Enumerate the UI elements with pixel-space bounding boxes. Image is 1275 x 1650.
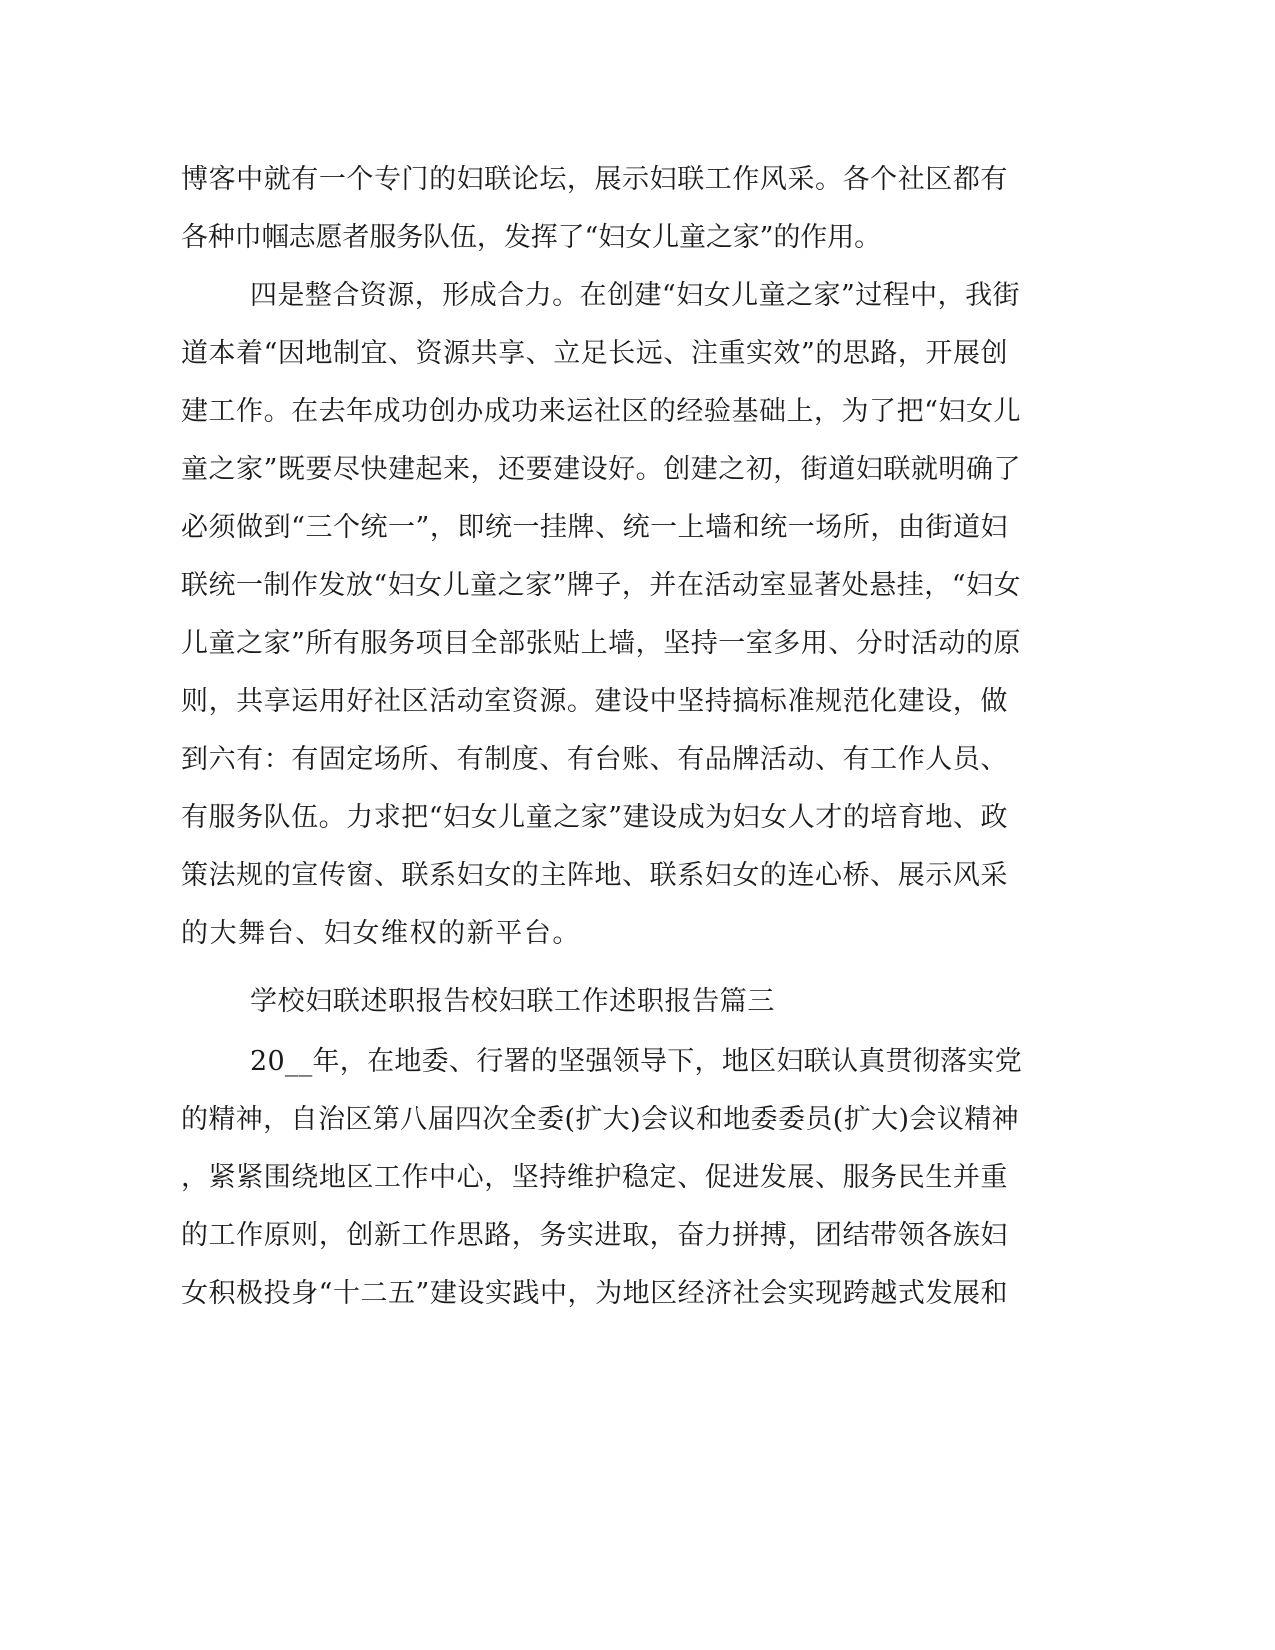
line-text: 的大舞台、妇女维权的新平台。 — [181, 918, 581, 949]
line-text: 各种巾帼志愿者服务队伍，发挥了“妇女儿童之家”的作用。 — [181, 222, 881, 253]
line-text: 道本着“因地制宜、资源共享、立足长远、注重实效”的思路，开展创 — [181, 338, 1008, 369]
line-text: 童之家”既要尽快建起来，还要建设好。创建之初，街道妇联就明确了 — [181, 454, 1021, 485]
line-text: 女积极投身“十二五”建设实践中，为地区经济社会实现跨越式发展和 — [181, 1278, 1008, 1309]
text-line — [0, 564, 1275, 608]
line-text: 四是整合资源，形成合力。在创建“妇女儿童之家”过程中，我街 — [250, 280, 1020, 311]
line-text: 博客中就有一个专门的妇联论坛，展示妇联工作风采。各个社区都有 — [181, 164, 1008, 195]
text-line — [0, 274, 1275, 318]
text-line — [0, 1156, 1275, 1200]
text-line — [0, 1214, 1275, 1258]
text-line — [0, 158, 1275, 202]
heading-text: 学校妇联述职报告校妇联工作述职报告篇三 — [250, 986, 775, 1017]
text-line — [0, 796, 1275, 840]
line-text: 有服务队伍。力求把“妇女儿童之家”建设成为妇女人才的培育地、政 — [181, 802, 1008, 833]
text-line — [0, 1040, 1275, 1084]
line-text: 20__年，在地委、行署的坚强领导下，地区妇联认真贯彻落实党 — [250, 1046, 1022, 1077]
text-line — [0, 738, 1275, 782]
line-text: 的精神，自治区第八届四次全委(扩大)会议和地委委员(扩大)会议精神 — [181, 1104, 1019, 1135]
line-text: 策法规的宣传窗、联系妇女的主阵地、联系妇女的连心桥、展示风采 — [181, 860, 1008, 891]
text-line — [0, 1098, 1275, 1142]
line-text: 必须做到“三个统一”，即统一挂牌、统一上墙和统一场所，由街道妇 — [181, 512, 1008, 543]
line-text: 的工作原则，创新工作思路，务实进取，奋力拼搏，团结带领各族妇 — [181, 1220, 1008, 1251]
line-text: 则，共享运用好社区活动室资源。建设中坚持搞标准规范化建设，做 — [181, 686, 1008, 717]
section-heading — [0, 980, 1275, 1024]
line-text: 儿童之家”所有服务项目全部张贴上墙，坚持一室多用、分时活动的原 — [181, 628, 1021, 659]
line-text: 联统一制作发放“妇女儿童之家”牌子，并在活动室显著处悬挂，“妇女 — [181, 570, 1021, 601]
text-line — [0, 1272, 1275, 1316]
text-line — [0, 854, 1275, 898]
line-text: ，紧紧围绕地区工作中心，坚持维护稳定、促进发展、服务民生并重 — [181, 1162, 1008, 1193]
text-line — [0, 680, 1275, 724]
text-line — [0, 506, 1275, 550]
text-line — [0, 332, 1275, 376]
text-line — [0, 216, 1275, 260]
text-line — [0, 390, 1275, 434]
text-line — [0, 912, 1275, 956]
text-line — [0, 622, 1275, 666]
line-text: 到六有：有固定场所、有制度、有台账、有品牌活动、有工作人员、 — [181, 744, 1008, 775]
line-text: 建工作。在去年成功创办成功来运社区的经验基础上，为了把“妇女儿 — [181, 396, 1021, 427]
text-line — [0, 448, 1275, 492]
